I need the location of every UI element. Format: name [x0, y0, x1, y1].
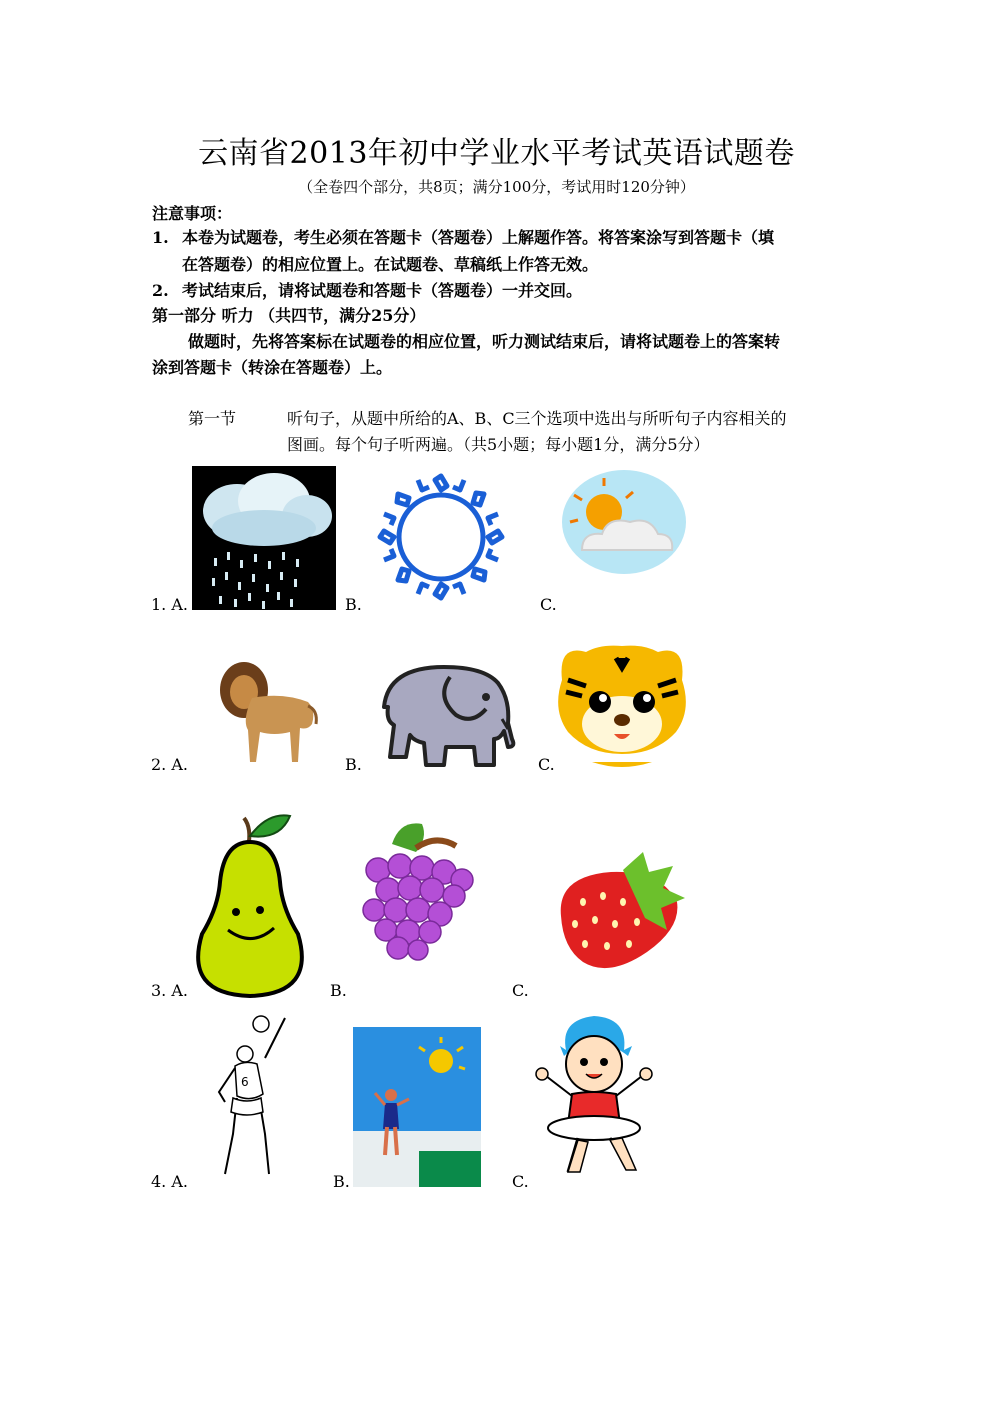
q2-option-b-elephant-icon[interactable] — [368, 655, 524, 773]
q2-label-b: B. — [345, 755, 362, 774]
q1-label-c: C. — [540, 595, 557, 614]
q3-option-c-strawberry-icon[interactable] — [553, 852, 687, 972]
q3-option-a-pear-icon[interactable] — [190, 812, 310, 998]
q3-label-b: B. — [330, 981, 347, 1000]
q1-option-a-rain-cloud-icon[interactable] — [192, 466, 336, 610]
notice-item1-line2: 在答题卷）的相应位置上。在试题卷、草稿纸上作答无效。 — [182, 255, 599, 274]
q2-option-c-tiger-icon[interactable] — [556, 640, 688, 772]
notice-item1-num: 1. — [152, 228, 169, 247]
q2-label: 2. A. — [151, 755, 188, 774]
section1-label: 第一节 — [188, 409, 237, 428]
part1-instruction-line2: 涂到答题卡（转涂在答题卷）上。 — [152, 358, 393, 377]
q4-option-c-child-swim-ring-icon[interactable] — [530, 1010, 660, 1186]
notice-item2-line1: 考试结束后，请将试题卷和答题卡（答题卷）一并交回。 — [182, 281, 583, 300]
part1-instruction-line1: 做题时，先将答案标在试题卷的相应位置，听力测试结束后，请将试题卷上的答案转 — [188, 332, 781, 351]
q3-option-b-grapes-icon[interactable] — [356, 818, 478, 964]
part1-heading: 第一部分 听力 （共四节，满分25分） — [152, 306, 426, 325]
section1-line1: 听句子，从题中所给的A、B、C三个选项中选出与所听句子内容相关的 — [287, 409, 787, 428]
section1-line2: 图画。每个句子听两遍。（共5小题；每小题1分，满分5分） — [287, 435, 710, 454]
page-title: 云南省2013年初中学业水平考试英语试题卷 — [198, 136, 795, 171]
q4-label: 4. A. — [151, 1172, 188, 1191]
notice-item1-line1: 本卷为试题卷，考生必须在答题卡（答题卷）上解题作答。将答案涂写到答题卡（填 — [182, 228, 775, 247]
notice-item2-num: 2. — [152, 281, 169, 300]
q2-option-a-lion-icon[interactable] — [212, 648, 324, 768]
q3-label-c: C. — [512, 981, 529, 1000]
notice-heading: 注意事项： — [152, 204, 233, 223]
q1-label: 1. A. — [151, 595, 188, 614]
svg-text:6: 6 — [241, 1075, 249, 1089]
page-subtitle: （全卷四个部分，共8页；满分100分，考试用时120分钟） — [298, 178, 695, 196]
q1-label-b: B. — [345, 595, 362, 614]
q4-option-a-volleyball-player-icon[interactable] — [205, 1010, 303, 1186]
q4-label-c: C. — [512, 1172, 529, 1191]
q4-label-b: B. — [333, 1172, 350, 1191]
q4-option-b-swimmer-icon[interactable] — [353, 1027, 481, 1187]
q2-label-c: C. — [538, 755, 555, 774]
q1-option-c-sun-behind-cloud-icon[interactable] — [560, 464, 694, 608]
q3-label: 3. A. — [151, 981, 188, 1000]
q1-option-b-sun-icon[interactable] — [366, 462, 516, 612]
